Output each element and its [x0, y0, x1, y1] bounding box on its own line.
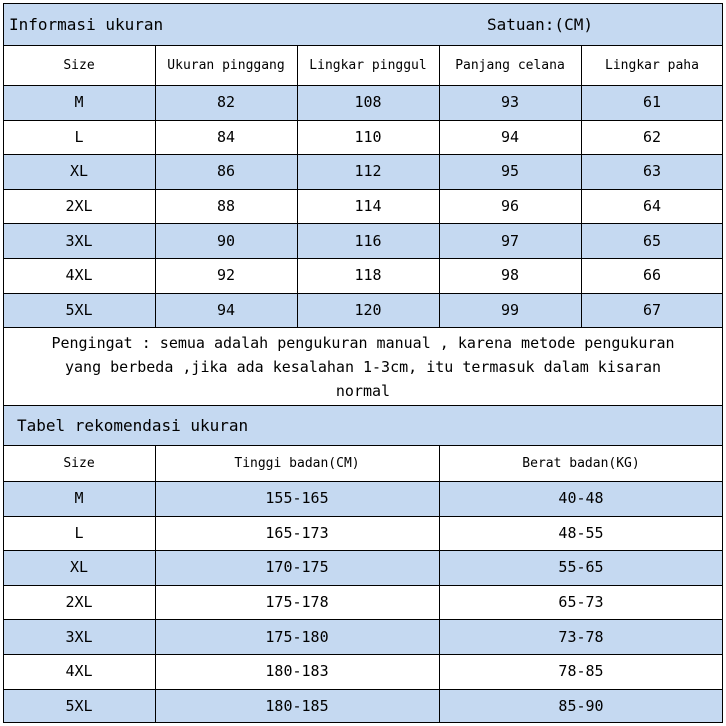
- grid-line: [3, 85, 723, 86]
- recommend-header-cell: Tinggi badan(CM): [234, 455, 360, 471]
- recommend-cell: 175-178: [265, 593, 329, 612]
- size-info-header-cell: Lingkar paha: [605, 57, 699, 73]
- grid-line: [3, 689, 723, 690]
- size-info-cell: M: [74, 93, 84, 112]
- size-info-cell: 64: [642, 197, 662, 216]
- size-info-title: Informasi ukuran: [9, 14, 164, 34]
- grid-line: [3, 445, 723, 446]
- recommend-title: Tabel rekomendasi ukuran: [17, 415, 249, 435]
- size-info-cell: L: [74, 127, 84, 146]
- recommend-cell: M: [74, 489, 84, 508]
- size-info-cell: 116: [354, 231, 382, 250]
- size-info-cell: 2XL: [65, 197, 93, 216]
- recommend-cell: 4XL: [65, 662, 93, 681]
- grid-line: [3, 619, 723, 620]
- size-info-cell: 5XL: [65, 300, 93, 319]
- recommend-cell: 40-48: [558, 489, 604, 508]
- recommend-cell: 78-85: [558, 662, 604, 681]
- size-chart-sheet: [3, 3, 723, 723]
- size-info-cell: 97: [500, 231, 520, 250]
- size-info-cell: 98: [500, 266, 520, 285]
- size-info-cell: 94: [500, 127, 520, 146]
- grid-line: [297, 45, 298, 327]
- recommend-cell: 48-55: [558, 523, 604, 542]
- size-info-header-cell: Ukuran pinggang: [167, 57, 285, 73]
- grid-line: [3, 585, 723, 586]
- grid-line: [155, 45, 156, 327]
- grid-line: [155, 445, 156, 723]
- grid-line: [3, 654, 723, 655]
- grid-line: [581, 45, 582, 327]
- grid-line: [3, 405, 723, 406]
- recommend-cell: 85-90: [558, 696, 604, 715]
- size-info-cell: 120: [354, 300, 382, 319]
- size-info-cell: 99: [500, 300, 520, 319]
- recommend-cell: 65-73: [558, 593, 604, 612]
- grid-line: [3, 154, 723, 155]
- size-info-cell: 92: [216, 266, 236, 285]
- size-info-cell: 96: [500, 197, 520, 216]
- recommend-cell: L: [74, 523, 84, 542]
- size-info-header-cell: Size: [63, 57, 95, 73]
- size-info-header-cell: Lingkar pinggul: [309, 57, 427, 73]
- size-info-cell: XL: [69, 162, 89, 181]
- size-info-cell: 67: [642, 300, 662, 319]
- size-info-cell: 88: [216, 197, 236, 216]
- size-info-cell: 86: [216, 162, 236, 181]
- grid-line: [3, 481, 723, 482]
- recommend-header-cell: Berat badan(KG): [522, 455, 640, 471]
- grid-line: [3, 120, 723, 121]
- recommend-cell: 175-180: [265, 627, 329, 646]
- recommend-cell: 180-183: [265, 662, 329, 681]
- size-info-cell: 90: [216, 231, 236, 250]
- size-info-cell: 4XL: [65, 266, 93, 285]
- size-info-cell: 63: [642, 162, 662, 181]
- size-info-cell: 84: [216, 127, 236, 146]
- size-info-cell: 114: [354, 197, 382, 216]
- recommend-cell: XL: [69, 558, 89, 577]
- size-info-cell: 82: [216, 93, 236, 112]
- grid-line: [3, 189, 723, 190]
- grid-line: [3, 550, 723, 551]
- size-info-cell: 108: [354, 93, 382, 112]
- size-info-cell: 95: [500, 162, 520, 181]
- grid-line: [439, 45, 440, 327]
- recommend-header-cell: Size: [63, 455, 95, 471]
- recommend-cell: 170-175: [265, 558, 329, 577]
- recommend-cell: 3XL: [65, 627, 93, 646]
- unit-label: Satuan:(CM): [487, 14, 593, 34]
- recommend-cell: 165-173: [265, 523, 329, 542]
- recommend-cell: 2XL: [65, 593, 93, 612]
- grid-line: [3, 223, 723, 224]
- recommend-cell: 155-165: [265, 489, 329, 508]
- size-info-cell: 65: [642, 231, 662, 250]
- grid-line: [3, 293, 723, 294]
- size-info-cell: 110: [354, 127, 382, 146]
- reminder-line-1: Pengingat : semua adalah pengukuran manual , karena metode pengukuran: [51, 334, 675, 352]
- recommend-cell: 55-65: [558, 558, 604, 577]
- grid-line: [3, 516, 723, 517]
- reminder-note: [3, 327, 723, 405]
- grid-line: [3, 45, 723, 46]
- recommend-cell: 180-185: [265, 696, 329, 715]
- recommend-cell: 73-78: [558, 627, 604, 646]
- size-info-cell: 118: [354, 266, 382, 285]
- size-info-cell: 62: [642, 127, 662, 146]
- grid-line: [3, 258, 723, 259]
- size-info-cell: 93: [500, 93, 520, 112]
- reminder-line-3: normal: [335, 382, 391, 400]
- grid-line: [439, 445, 440, 723]
- size-info-cell: 61: [642, 93, 662, 112]
- size-info-cell: 112: [354, 162, 382, 181]
- size-info-header-cell: Panjang celana: [455, 57, 565, 73]
- recommend-cell: 5XL: [65, 696, 93, 715]
- size-info-cell: 66: [642, 266, 662, 285]
- reminder-line-2: yang berbeda ,jika ada kesalahan 1-3cm, itu termasuk dalam kisaran: [64, 358, 662, 376]
- size-info-cell: 94: [216, 300, 236, 319]
- size-info-cell: 3XL: [65, 231, 93, 250]
